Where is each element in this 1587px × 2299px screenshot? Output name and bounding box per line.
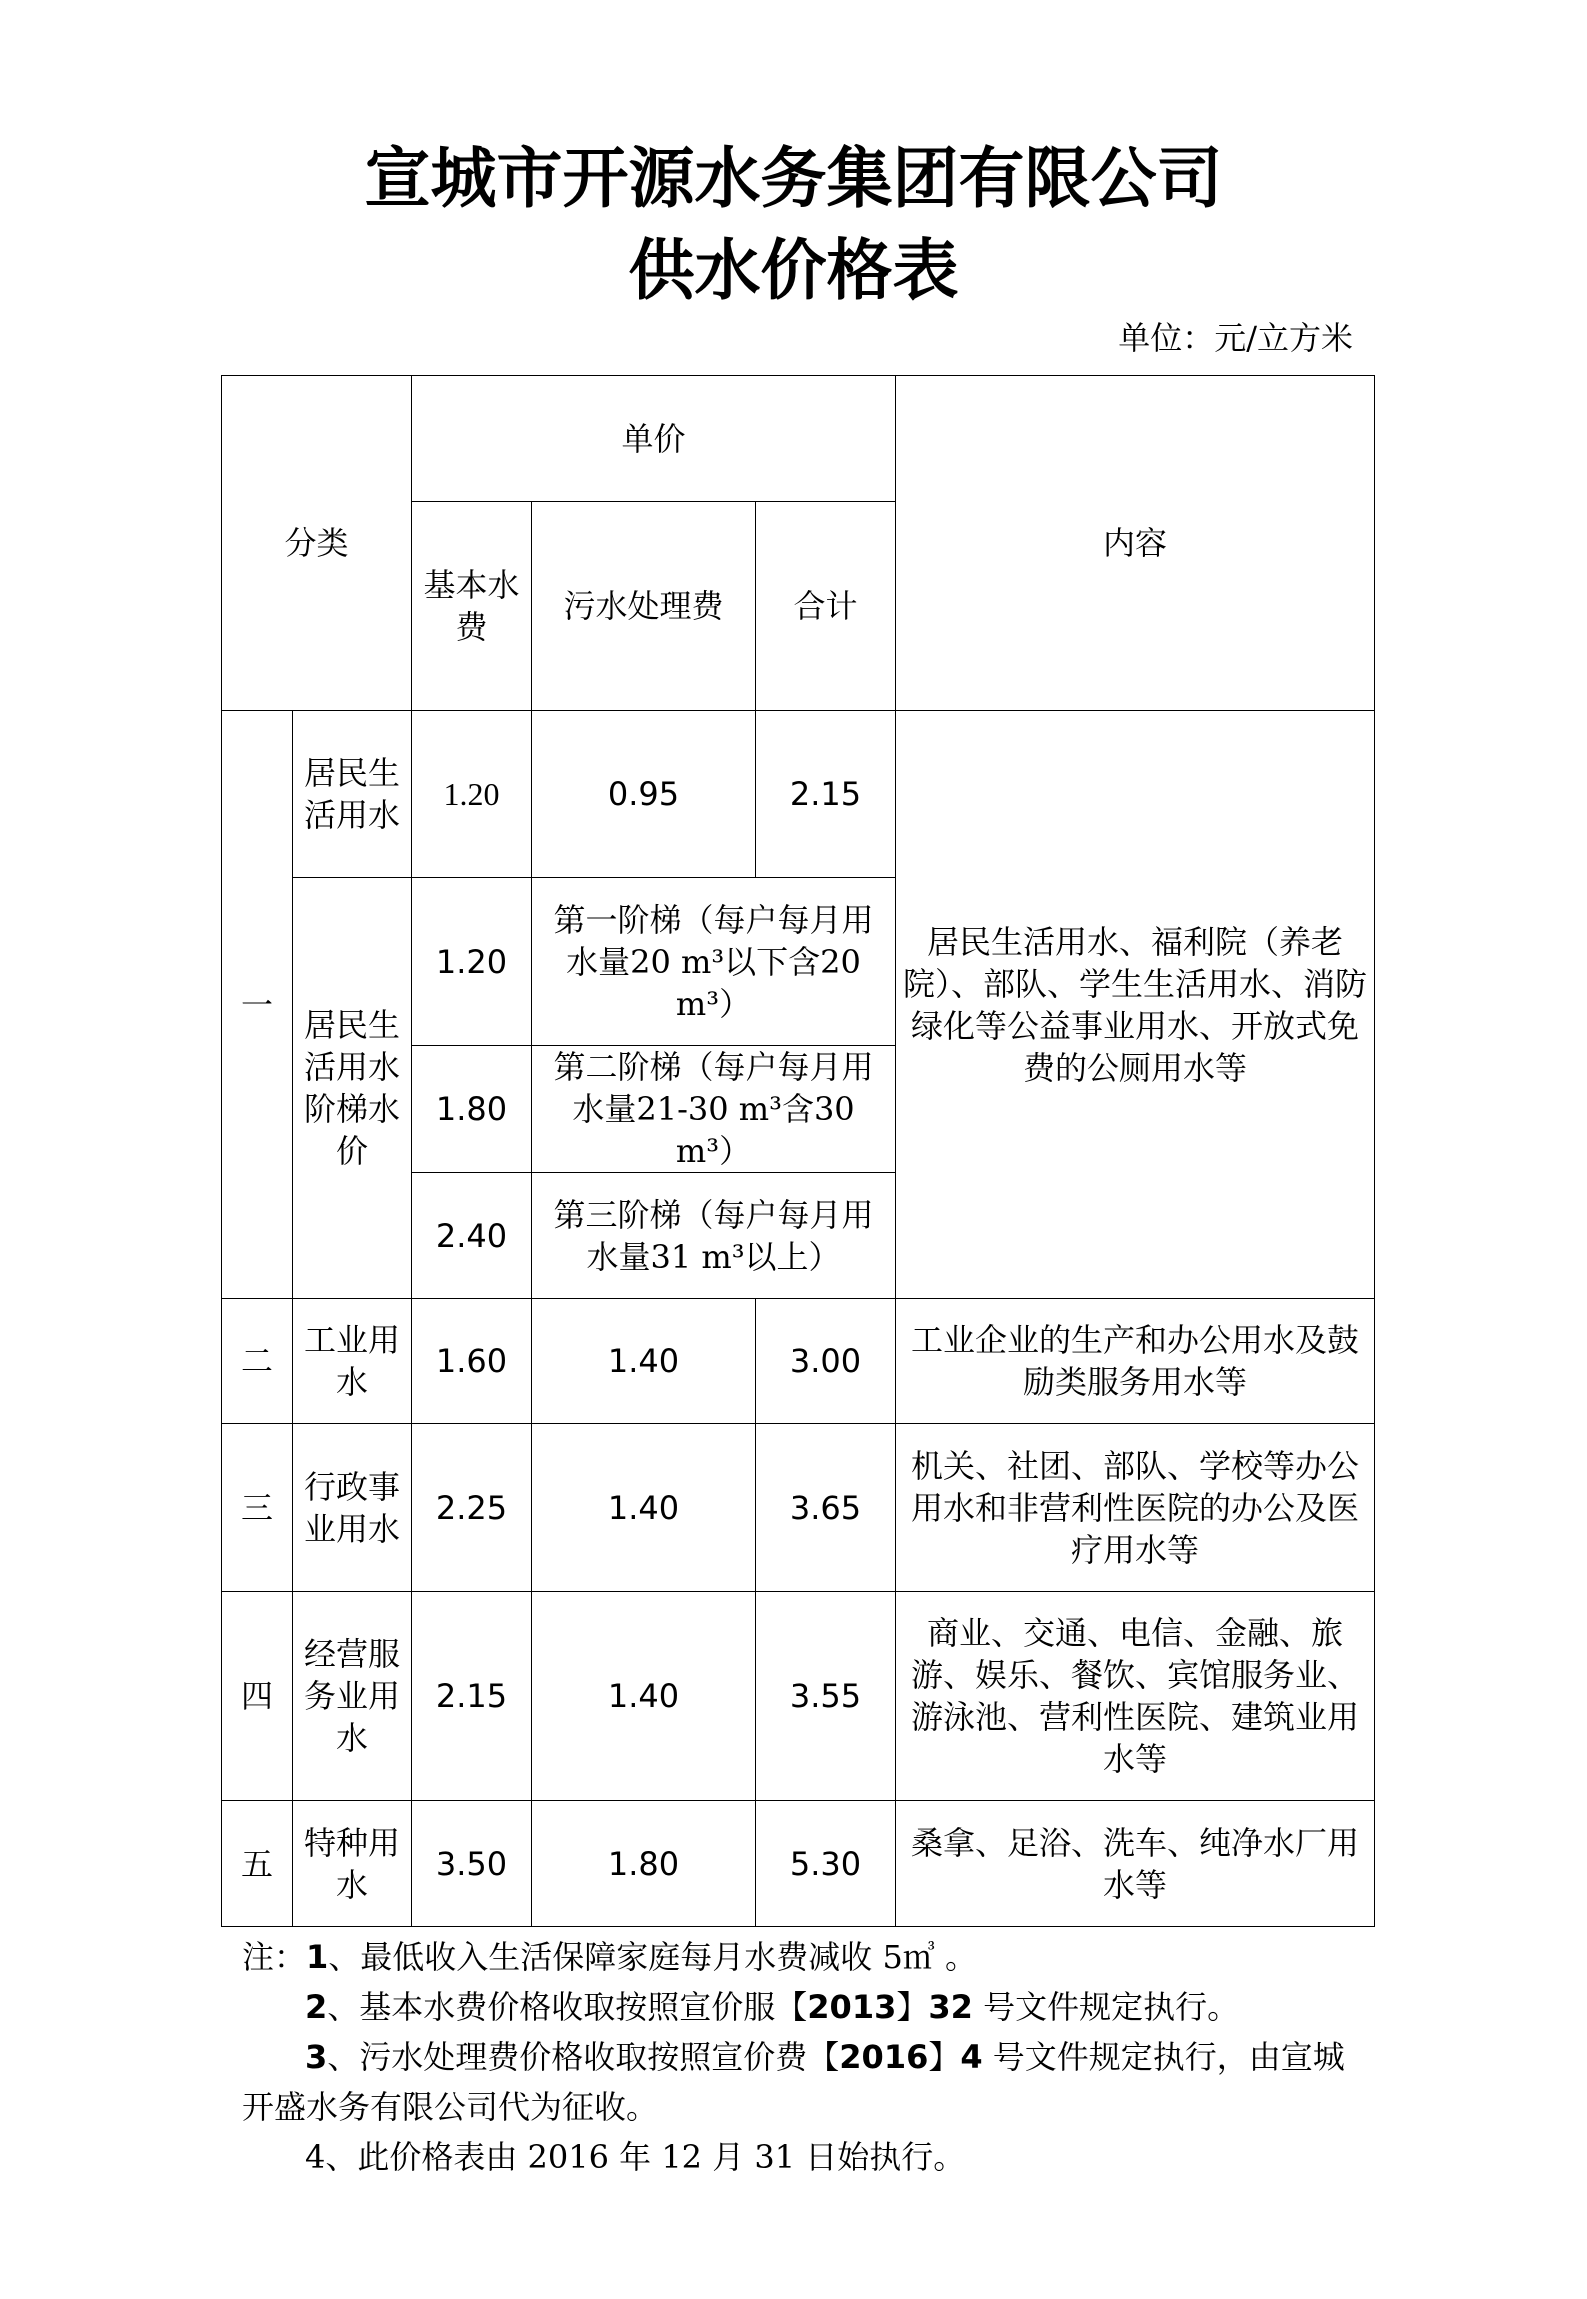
sewage-fee-value: 1.40 — [532, 1592, 756, 1801]
table-row — [222, 1299, 1375, 1424]
row-content: 桑拿、足浴、洗车、纯净水厂用水等 — [896, 1801, 1375, 1927]
row-type: 工业用水 — [293, 1299, 412, 1424]
total-value: 5.30 — [756, 1801, 896, 1927]
row-type: 特种用水 — [293, 1801, 412, 1927]
total-value: 3.55 — [756, 1592, 896, 1801]
row-content: 居民生活用水、福利院（养老院）、部队、学生生活用水、消防绿化等公益事业用水、开放式免费的公厕用水等 — [896, 711, 1375, 1299]
header-total: 合计 — [756, 502, 896, 711]
header-category: 分类 — [222, 376, 412, 711]
base-fee-value: 1.80 — [412, 1046, 532, 1173]
table-row — [222, 1424, 1375, 1592]
row-type: 经营服务业用水 — [293, 1592, 412, 1801]
note-text: 】 — [896, 1988, 929, 2026]
row-index: 五 — [222, 1801, 293, 1927]
header-base-fee: 基本水费 — [412, 502, 532, 711]
tier-description: 第二阶梯（每户每月用水量21-30 m³含30 m³） — [532, 1046, 896, 1173]
base-fee-value: 3.50 — [412, 1801, 532, 1927]
note-year: 2016 — [839, 2038, 929, 2076]
note-1 — [242, 1932, 1362, 1982]
row-content: 商业、交通、电信、金融、旅游、娱乐、餐饮、宾馆服务业、游泳池、营利性医院、建筑业用水等 — [896, 1592, 1375, 1801]
table-row — [222, 1801, 1375, 1927]
note-doc-number: 32 — [928, 1988, 973, 2026]
row-type: 居民生活用水阶梯水价 — [293, 878, 412, 1299]
base-fee-value: 1.20 — [412, 711, 532, 878]
header-unit-price: 单价 — [412, 376, 896, 502]
sewage-fee-value: 0.95 — [532, 711, 756, 878]
document-title: 宣城市开源水务集团有限公司 — [364, 140, 1223, 217]
note-text: 、最低收入生活保障家庭每月水费减收 5㎥ 。 — [328, 1938, 977, 1976]
sewage-fee-value: 1.40 — [532, 1424, 756, 1592]
note-text: 、污水处理费价格收取按照宣价费【 — [327, 2038, 840, 2076]
base-fee-value: 1.20 — [412, 878, 532, 1046]
note-4: 4、此价格表由 2016 年 12 月 31 日始执行。 — [305, 2138, 966, 2176]
table-row — [222, 1592, 1375, 1801]
note-text: 号文件规定执行，由宣城开盛水务有限公司代为征收。 — [242, 2038, 1345, 2126]
total-value: 3.65 — [756, 1424, 896, 1592]
tier-description: 第三阶梯（每户每月用水量31 m³以上） — [532, 1173, 896, 1299]
note-year: 2013 — [807, 1988, 897, 2026]
note-number: 1 — [306, 1938, 329, 1976]
price-table — [221, 375, 1375, 1927]
base-fee-value: 1.60 — [412, 1299, 532, 1424]
base-fee-value: 2.25 — [412, 1424, 532, 1592]
notes-section — [242, 1932, 1362, 2182]
note-text: 】 — [928, 2038, 961, 2076]
row-index: 四 — [222, 1592, 293, 1801]
header-sewage-fee: 污水处理费 — [532, 502, 756, 711]
table-row — [222, 711, 1375, 878]
note-number: 3 — [305, 2038, 328, 2076]
sewage-fee-value: 1.80 — [532, 1801, 756, 1927]
note-number: 2 — [305, 1988, 328, 2026]
row-index: 三 — [222, 1424, 293, 1592]
row-index: 一 — [222, 711, 293, 1299]
tier-description: 第一阶梯（每户每月用水量20 m³以下含20 m³） — [532, 878, 896, 1046]
header-content: 内容 — [896, 376, 1375, 711]
row-type: 居民生活用水 — [293, 711, 412, 878]
note-prefix: 注： — [242, 1938, 307, 1976]
note-text: 、基本水费价格收取按照宣价服【 — [327, 1988, 808, 2026]
row-index: 二 — [222, 1299, 293, 1424]
note-3 — [242, 2032, 1362, 2132]
total-value: 3.00 — [756, 1299, 896, 1424]
base-fee-value: 2.15 — [412, 1592, 532, 1801]
document-subtitle: 供水价格表 — [628, 232, 959, 309]
note-doc-number: 4 — [960, 2038, 983, 2076]
sewage-fee-value: 1.40 — [532, 1299, 756, 1424]
note-text: 号文件规定执行。 — [972, 1988, 1240, 2026]
unit-label: 单位：元/立方米 — [1118, 319, 1353, 357]
base-fee-value: 2.40 — [412, 1173, 532, 1299]
total-value: 2.15 — [756, 711, 896, 878]
row-content: 工业企业的生产和办公用水及鼓励类服务用水等 — [896, 1299, 1375, 1424]
row-type: 行政事业用水 — [293, 1424, 412, 1592]
note-2 — [242, 1982, 1362, 2032]
row-content: 机关、社团、部队、学校等办公用水和非营利性医院的办公及医疗用水等 — [896, 1424, 1375, 1592]
